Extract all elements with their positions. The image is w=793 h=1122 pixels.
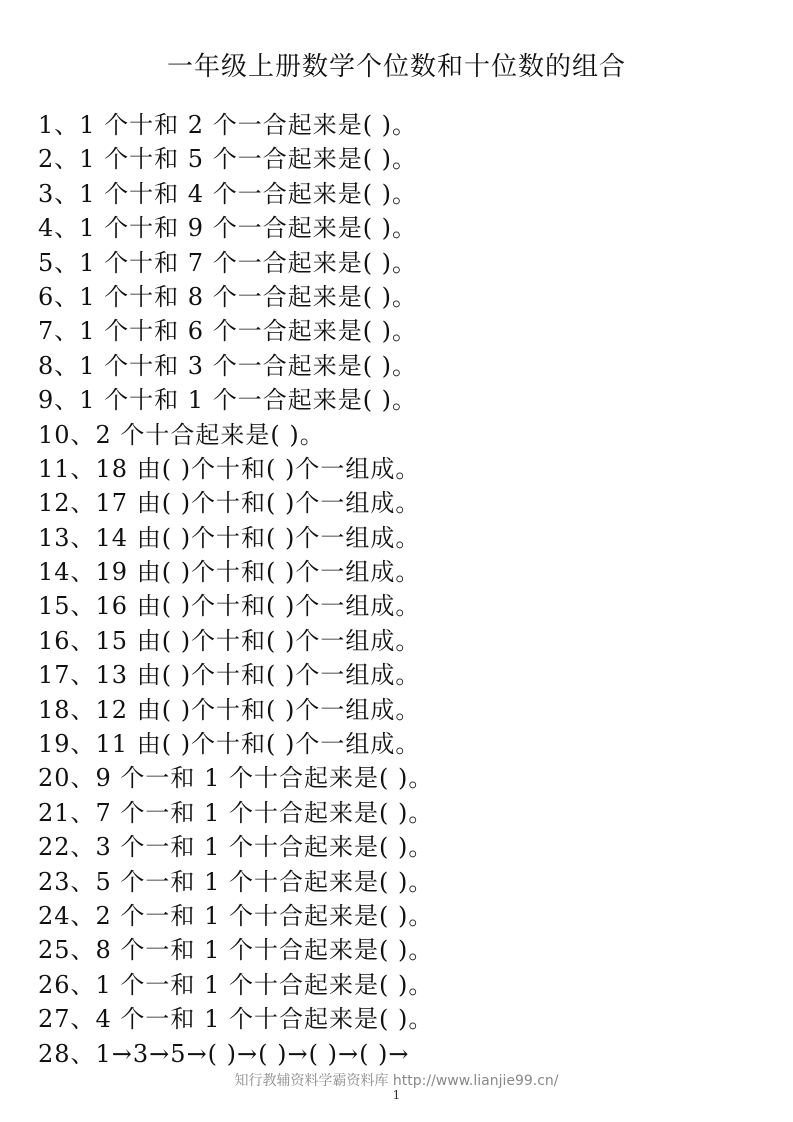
question-item: 6、1 个十和 8 个一合起来是( )。 <box>38 282 418 311</box>
page-title: 一年级上册数学个位数和十位数的组合 <box>166 52 626 82</box>
question-item: 17、13 由( )个十和( )个一组成。 <box>38 661 421 690</box>
question-item: 27、4 个一和 1 个十合起来是( )。 <box>38 1005 434 1034</box>
question-item: 8、1 个十和 3 个一合起来是( )。 <box>38 351 418 380</box>
question-item: 20、9 个一和 1 个十合起来是( )。 <box>38 764 434 793</box>
question-item: 28、1→3→5→( )→( )→( )→( )→ <box>38 1039 410 1068</box>
question-item: 9、1 个十和 1 个一合起来是( )。 <box>38 386 418 415</box>
question-item: 15、16 由( )个十和( )个一组成。 <box>38 592 421 621</box>
question-item: 3、1 个十和 4 个一合起来是( )。 <box>38 179 418 208</box>
footer-watermark: 知行教辅资料学霸资料库 http://www.lianjie99.cn/ <box>234 1073 559 1089</box>
question-item: 13、14 由( )个十和( )个一组成。 <box>38 523 421 552</box>
question-item: 1、1 个十和 2 个一合起来是( )。 <box>38 111 418 139</box>
question-item: 4、1 个十和 9 个一合起来是( )。 <box>38 214 418 243</box>
question-item: 19、11 由( )个十和( )个一组成。 <box>38 730 421 759</box>
question-item: 2、1 个十和 5 个一合起来是( )。 <box>38 145 418 174</box>
question-item: 11、18 由( )个十和( )个一组成。 <box>38 454 421 483</box>
question-item: 21、7 个一和 1 个十合起来是( )。 <box>38 798 434 827</box>
question-item: 23、5 个一和 1 个十合起来是( )。 <box>38 867 434 896</box>
question-item: 12、17 由( )个十和( )个一组成。 <box>38 489 421 518</box>
question-item: 18、12 由( )个十和( )个一组成。 <box>38 695 421 724</box>
question-item: 14、19 由( )个十和( )个一组成。 <box>38 558 421 587</box>
question-item: 26、1 个一和 1 个十合起来是( )。 <box>38 970 434 999</box>
question-item: 25、8 个一和 1 个十合起来是( )。 <box>38 936 434 965</box>
question-item: 16、15 由( )个十和( )个一组成。 <box>38 626 421 655</box>
question-item: 24、2 个一和 1 个十合起来是( )。 <box>38 901 434 930</box>
question-item: 5、1 个十和 7 个一合起来是( )。 <box>38 248 418 277</box>
question-list <box>38 108 778 1071</box>
question-item: 10、2 个十合起来是( )。 <box>38 420 325 449</box>
question-item: 22、3 个一和 1 个十合起来是( )。 <box>38 833 434 862</box>
question-item: 7、1 个十和 6 个一合起来是( )。 <box>38 317 418 346</box>
page-number: 1 <box>392 1088 401 1102</box>
